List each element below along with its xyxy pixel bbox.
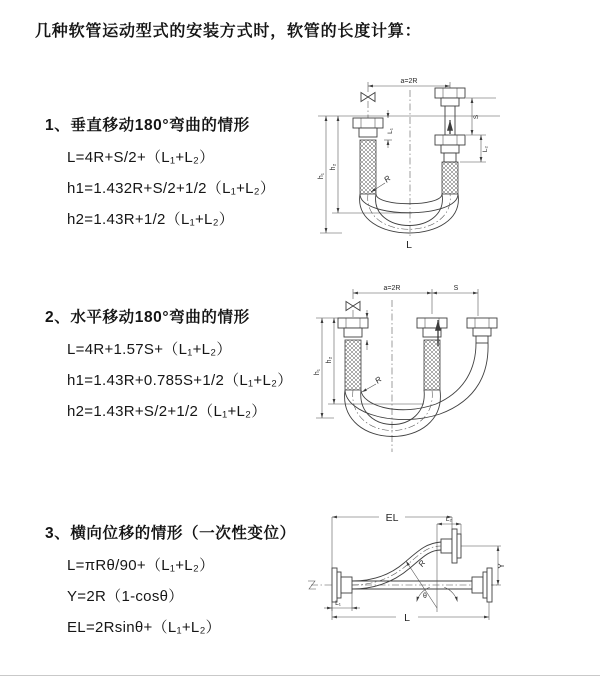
section-heading: 2、水平移动180°弯曲的情形 [45,309,250,326]
formula-line: h2=1.43R+1/2（L₁+L₂） [67,211,235,228]
dim-label-h1: h₁ [314,368,321,376]
valve-icon [346,302,360,311]
dimension-l1 [324,593,360,611]
dim-label-r: R [416,558,428,569]
dimension-s [466,98,496,135]
dim-label-l1: L₁ [335,600,341,607]
dimension-l1 [384,110,394,148]
dim-label-theta: θ [423,593,427,600]
dim-label-h1: h₁ [318,172,325,180]
section-heading: 3、横向位移的情形（一次性变位） [45,525,296,542]
left-fitting [353,118,383,194]
section-heading: 1、垂直移动180°弯曲的情形 [45,117,250,134]
dimension-s [432,285,478,293]
dim-label-r: R [373,374,384,386]
dimension-h1 [314,318,338,418]
dim-label-s: S [453,285,459,292]
dim-label-h2: h₂ [330,163,337,171]
dim-label-a2r: a=2R [400,78,418,85]
dim-label-l2: L₂ [482,145,489,153]
section-horizontal-movement [45,305,335,422]
formula-line: L=4R+1.57S+（L₁+L₂） [67,341,232,358]
dimension-h2 [326,318,424,404]
radius-construction [406,524,437,612]
formula-line: h1=1.43R+0.785S+1/2（L₁+L₂） [67,372,293,389]
dim-label-l2: L₂ [445,516,453,523]
formula-line: L=4R+S/2+（L₁+L₂） [67,149,215,166]
formula-line: h2=1.43R+S/2+1/2（L₁+L₂） [67,403,267,420]
right-fitting-original [472,568,492,602]
section-vertical-movement [45,113,335,230]
displaced-hose [352,542,441,589]
left-fitting [338,318,368,390]
formula-line: L=πRθ/90+（L₁+L₂） [67,557,215,574]
diagram-vertical-180-bend [305,64,595,259]
diagram-lateral-displacement [303,498,600,658]
upper-right-fitting [441,529,461,563]
dimension-l [332,602,489,624]
dim-label-y: Y [497,563,506,569]
valve-icon [361,93,375,102]
dim-label-l: L [406,239,412,251]
radius-callout [362,375,384,392]
dim-label-a2r: a=2R [383,285,401,292]
dim-label-s: S [473,114,480,120]
dim-label-l1: L₁ [387,128,394,134]
dim-label-el: EL [385,512,399,524]
page-title: 几种软管运动型式的安装方式时，软管的长度计算： [35,23,422,40]
right-fitting [467,318,497,343]
section-lateral-displacement [45,521,335,638]
dim-label-h2: h₂ [326,356,333,364]
middle-fitting [417,318,447,390]
dim-label-r: R [382,173,393,185]
formula-line: Y=2R（1-cosθ） [67,588,184,605]
dimension-h1 [318,116,342,233]
formula-line: h1=1.432R+S/2+1/2（L₁+L₂） [67,180,276,197]
dim-label-l: L [404,612,410,624]
dimension-a2r [353,285,478,316]
hose-curves [360,194,459,233]
diagram-horizontal-180-bend [298,276,600,466]
left-fitting [332,568,352,602]
formula-line: EL=2Rsinθ+（L₁+L₂） [67,619,221,636]
right-fitting-lower [435,135,465,194]
